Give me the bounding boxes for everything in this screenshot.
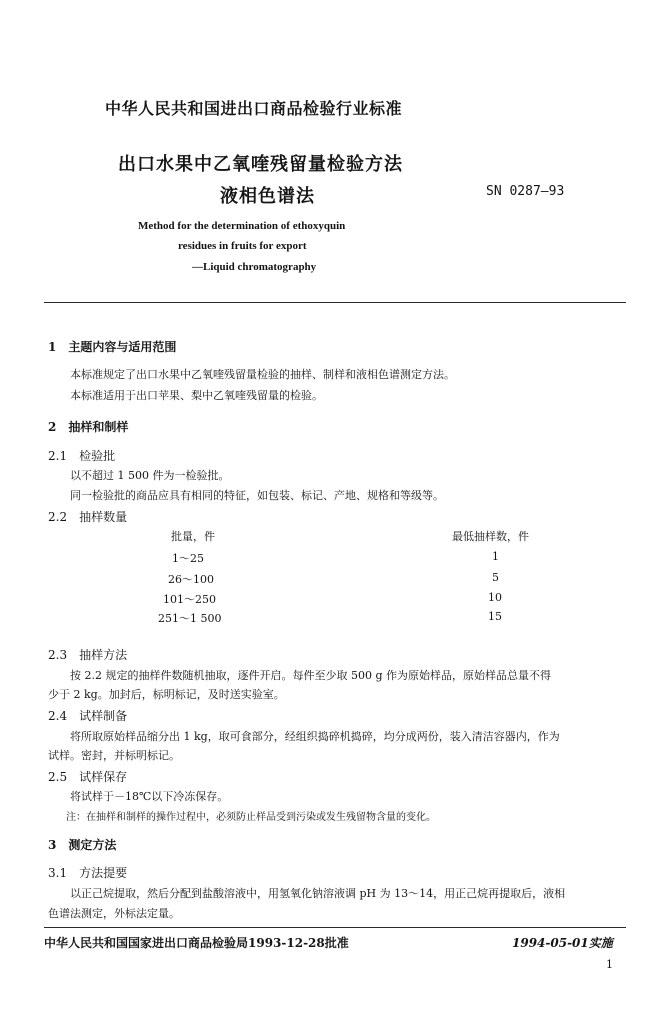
table-row-batch: 1～25 [172, 552, 204, 565]
english-title-line2: residues in fruits for export [178, 240, 307, 252]
section-2-3-heading: 2.3 抽样方法 [48, 648, 128, 662]
section-3-1-paragraph-2: 色谱法测定，外标法定量。 [48, 907, 180, 920]
table-header-min-samples: 最低抽样数，件 [452, 530, 529, 543]
section-2-heading: 2 抽样和制样 [48, 420, 129, 434]
section-2-1-heading: 2.1 检验批 [48, 449, 116, 463]
table-row-min: 5 [492, 571, 499, 584]
standard-number: SN 0287—93 [486, 184, 565, 199]
section-2-5-paragraph-1: 将试样于－18℃以下冷冻保存。 [70, 790, 229, 803]
section-2-4-paragraph-2: 试样。密封，并标明标记。 [48, 749, 180, 762]
page-number: 1 [606, 958, 613, 971]
section-2-1-paragraph-2: 同一检验批的商品应具有相同的特征，如包装、标记、产地、规格和等级等。 [70, 489, 444, 502]
table-row-batch: 251～1 500 [158, 612, 222, 625]
section-2-5-heading: 2.5 试样保存 [48, 770, 128, 784]
section-3-1-paragraph-1: 以正己烷提取，然后分配到盐酸溶液中，用氢氧化钠溶液调 pH 为 13～14，用正己烷再提取后，液相 [70, 887, 566, 900]
table-row-min: 1 [492, 550, 499, 563]
standard-category-header: 中华人民共和国进出口商品检验行业标准 [105, 99, 403, 118]
english-title-line1: Method for the determination of ethoxyquin [138, 220, 346, 232]
table-row-batch: 101～250 [163, 593, 216, 606]
section-2-4-heading: 2.4 试样制备 [48, 709, 128, 723]
table-row-batch: 26～100 [168, 573, 214, 586]
section-2-1-paragraph-1: 以不超过 1 500 件为一检验批。 [70, 469, 230, 482]
approval-statement: 中华人民共和国国家进出口商品检验局1993-12-28批准 [44, 936, 349, 950]
header-divider [44, 302, 626, 303]
section-3-heading: 3 测定方法 [48, 838, 117, 852]
english-title-line3: —Liquid chromatography [192, 261, 317, 273]
footer-divider [44, 927, 626, 928]
sampling-note: 注：在抽样和制样的操作过程中，必须防止样品受到污染或发生残留物含量的变化。 [66, 812, 436, 823]
section-2-3-paragraph-2: 少于 2 kg。加封后，标明标记，及时送实验室。 [48, 688, 285, 701]
implementation-date: 1994-05-01实施 [512, 936, 613, 950]
section-2-2-heading: 2.2 抽样数量 [48, 510, 128, 524]
table-row-min: 10 [488, 591, 502, 604]
section-1-heading: 1 主题内容与适用范围 [48, 340, 177, 354]
section-2-4-paragraph-1: 将所取原始样品缩分出 1 kg，取可食部分，经组织捣碎机捣碎，均分成两份，装入清洁容器内，作为 [70, 730, 560, 743]
section-2-3-paragraph-1: 按 2.2 规定的抽样件数随机抽取，逐件开启。每件至少取 500 g 作为原始样品，原始样品总量不得 [70, 669, 552, 682]
table-header-batch: 批量，件 [171, 530, 215, 543]
table-row-min: 15 [488, 610, 502, 623]
document-title-line2: 液相色谱法 [220, 186, 315, 207]
section-3-1-heading: 3.1 方法提要 [48, 866, 128, 880]
section-1-paragraph-1: 本标准规定了出口水果中乙氧喹残留量检验的抽样、制样和液相色谱测定方法。 [70, 368, 455, 381]
section-1-paragraph-2: 本标准适用于出口苹果、梨中乙氧喹残留量的检验。 [70, 389, 323, 402]
document-title-line1: 出口水果中乙氧喹残留量检验方法 [118, 154, 403, 175]
